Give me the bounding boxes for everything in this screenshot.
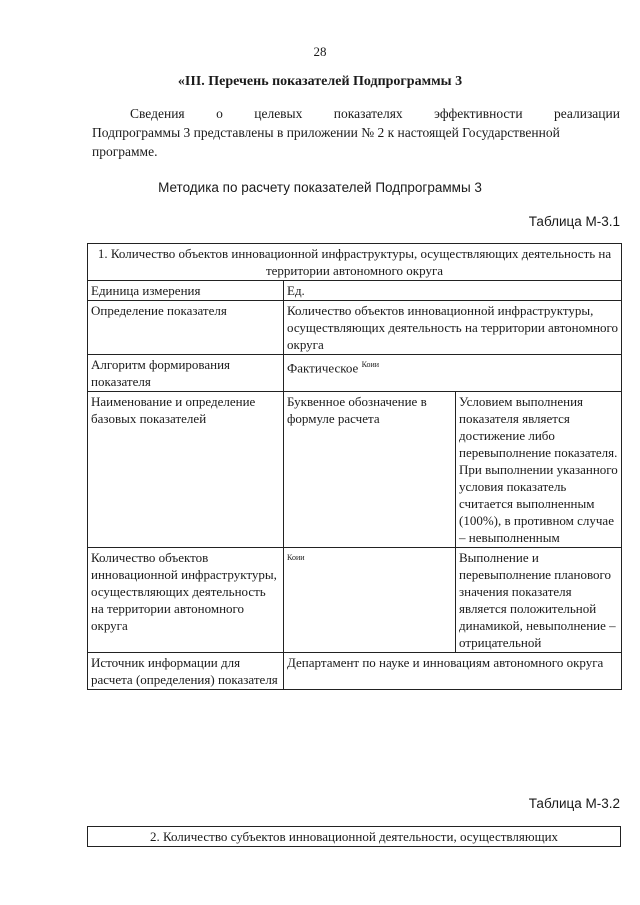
algorithm-cell <box>284 355 622 392</box>
definition-value: Количество объектов инновационной инфраструктуры, осуществляющих деятельность на территории автономного округа <box>284 301 622 355</box>
intro-word: о <box>216 106 223 121</box>
source-label: Источник информации для расчета (определения) показателя <box>88 653 284 690</box>
algorithm-label: Алгоритм формирования показателя <box>88 355 284 392</box>
table-row <box>88 281 622 301</box>
table-2-title: 2. Количество субъектов инновационной деятельности, осуществляющих <box>88 827 621 847</box>
indicator-name: Количество объектов инновационной инфраструктуры, осуществляющих деятельность на территории автономного округа <box>88 548 284 653</box>
indicator-table-1 <box>87 243 622 690</box>
intro-word: показателях <box>333 106 403 121</box>
letter-designation-label: Буквенное обозначение в формуле расчета <box>284 392 456 548</box>
table-1-label: Таблица М-3.1 <box>528 214 620 229</box>
symbol-cell <box>284 548 456 653</box>
intro-word: реализации <box>553 106 620 121</box>
intro-line-3: программе. <box>92 144 158 159</box>
condition-text: Условием выполнения показателя является достижение либо перевыполнение показателя. При выполнении указанного условия показатель считается выполненным (100%), в противном случае – невыполненным <box>456 392 622 548</box>
unit-value: Ед. <box>284 281 622 301</box>
table-row <box>88 392 622 548</box>
page-number: 28 <box>313 44 327 59</box>
intro-line-1 <box>92 104 620 123</box>
table-row <box>88 548 622 653</box>
base-indicators-label: Наименование и определение базовых показателей <box>88 392 284 548</box>
intro-word: эффективности <box>434 106 523 121</box>
table-row <box>88 355 622 392</box>
methodology-title: Методика по расчету показателей Подпрограммы 3 <box>158 180 482 195</box>
unit-label: Единица измерения <box>88 281 284 301</box>
source-value: Департамент по науке и инновациям автономного округа <box>284 653 622 690</box>
algorithm-value: Фактическое <box>287 360 359 376</box>
formula-symbol: Коии <box>361 360 380 369</box>
section-heading: «III. Перечень показателей Подпрограммы 3 <box>177 74 463 89</box>
indicator-table-2 <box>87 826 621 847</box>
table-row <box>88 827 621 847</box>
intro-line-2: Подпрограммы 3 представлены в приложении № 2 к настоящей Государственной <box>92 125 560 140</box>
table-2-label: Таблица М-3.2 <box>528 796 620 811</box>
formula-symbol: Коии <box>287 553 305 562</box>
table-row <box>88 301 622 355</box>
table-row <box>88 244 622 281</box>
intro-word: целевых <box>254 106 303 121</box>
dynamics-text: Выполнение и перевыполнение планового значения показателя является положительной динамикой, невыполнение – отрицательной <box>456 548 622 653</box>
table-1-title: 1. Количество объектов инновационной инфраструктуры, осуществляющих деятельность на территории автономного округа <box>88 244 622 281</box>
table-row <box>88 653 622 690</box>
intro-word: Сведения <box>130 106 185 121</box>
intro-paragraph <box>92 104 620 161</box>
definition-label: Определение показателя <box>88 301 284 355</box>
